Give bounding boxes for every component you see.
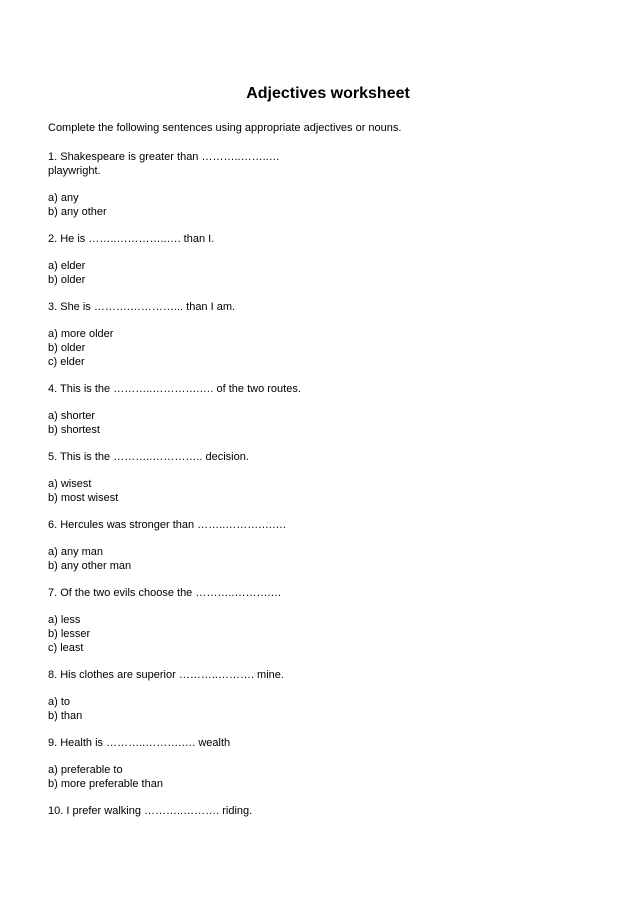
question-2 (48, 232, 598, 287)
instructions: Complete the following sentences using appropriate adjectives or nouns. (48, 122, 402, 134)
question-4 (48, 382, 598, 437)
question-text-line: 1. Shakespeare is greater than ………..……..… (48, 151, 280, 163)
question-text: 9. Health is ………..……….…. wealth (48, 737, 231, 749)
option-a: a) preferable to (48, 764, 123, 776)
question-3 (48, 300, 598, 369)
option-b: b) than (48, 710, 83, 722)
question-5 (48, 450, 598, 505)
option-b: b) more preferable than (48, 778, 163, 790)
option-b: b) most wisest (48, 492, 119, 504)
question-text: 5. This is the ………..………….. decision. (48, 451, 249, 463)
option-a: a) less (48, 614, 81, 626)
option-a: a) wisest (48, 478, 92, 490)
option-a: a) more older (48, 328, 114, 340)
options-list (48, 695, 598, 723)
option-a: a) any (48, 192, 79, 204)
question-8 (48, 668, 598, 723)
question-text: 8. His clothes are superior ………..………. mine. (48, 669, 284, 681)
option-a: a) elder (48, 260, 86, 272)
options-list (48, 259, 598, 287)
question-text: 10. I prefer walking ………..………. riding. (48, 805, 253, 817)
question-10 (48, 804, 598, 818)
question-text (48, 150, 598, 178)
question-text: 2. He is ……..…………..…. than I. (48, 233, 215, 245)
options-list (48, 327, 598, 369)
options-list (48, 763, 598, 791)
question-text: 6. Hercules was stronger than ……..……….….… (48, 519, 287, 531)
question-text: 3. She is ……….…………... than I am. (48, 301, 236, 313)
question-6 (48, 518, 598, 573)
option-a: a) to (48, 696, 71, 708)
question-text-continuation: playwright. (48, 165, 101, 177)
option-b: b) older (48, 342, 86, 354)
option-b: b) any other man (48, 560, 132, 572)
option-b: b) shortest (48, 424, 100, 436)
options-list (48, 409, 598, 437)
option-c: c) least (48, 642, 84, 654)
option-c: c) elder (48, 356, 85, 368)
option-a: a) shorter (48, 410, 96, 422)
option-b: b) lesser (48, 628, 91, 640)
option-b: b) older (48, 274, 86, 286)
question-7 (48, 586, 598, 655)
option-b: b) any other (48, 206, 107, 218)
question-text: 7. Of the two evils choose the ………..……….… (48, 587, 282, 599)
options-list (48, 477, 598, 505)
options-list (48, 191, 598, 219)
worksheet-title: Adjectives worksheet (246, 85, 410, 102)
options-list (48, 613, 598, 655)
question-9 (48, 736, 598, 791)
question-1 (48, 150, 598, 219)
question-text: 4. This is the ………..………….…. of the two routes. (48, 383, 301, 395)
option-a: a) any man (48, 546, 104, 558)
options-list (48, 545, 598, 573)
